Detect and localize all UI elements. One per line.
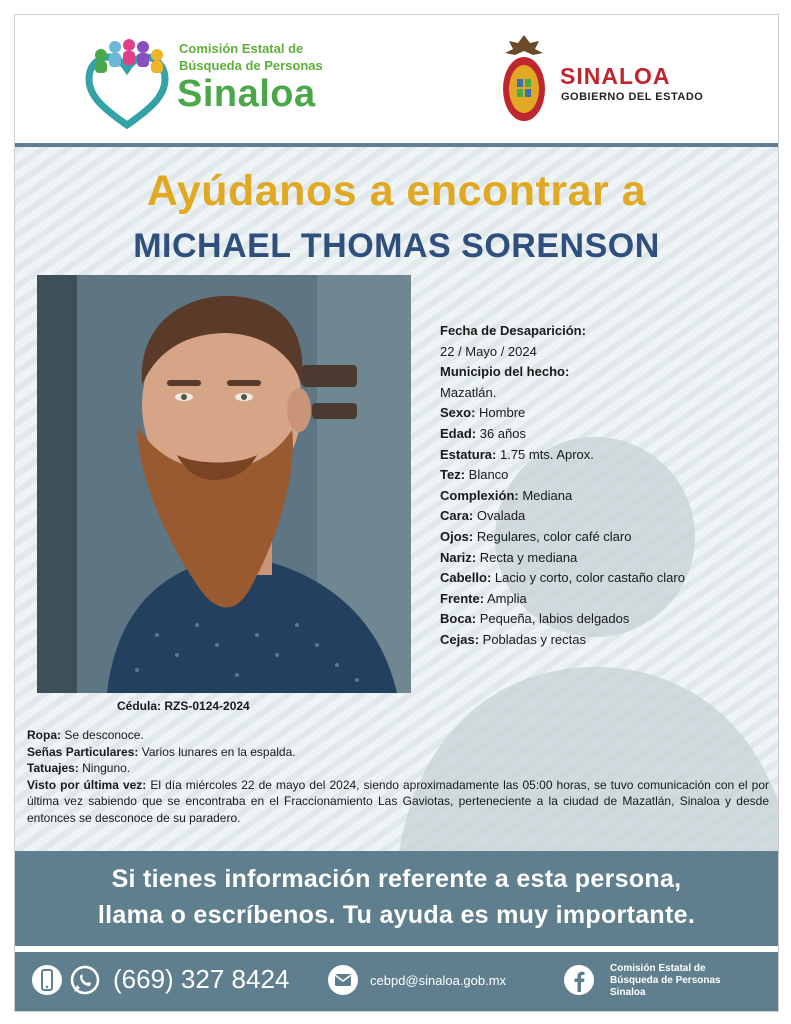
cedula-code: Cédula: RZS-0124-2024 xyxy=(117,699,250,713)
detail-row: Fecha de Desaparición: xyxy=(440,323,586,338)
detail-row: Mazatlán. xyxy=(440,384,497,400)
poster-body xyxy=(15,147,778,851)
email-address[interactable]: cebpd@sinaloa.gob.mx xyxy=(370,973,507,988)
detail-row: Sexo: Hombre xyxy=(440,405,526,421)
state-government-label: GOBIERNO DEL ESTADO xyxy=(561,91,704,103)
call-to-action-line2: llama o escríbenos. Tu ayuda es muy importante. xyxy=(97,901,696,929)
help-title: Ayúdanos a encontrar a xyxy=(146,167,647,215)
missing-person-photo xyxy=(37,275,411,693)
detail-row: Edad: 36 años xyxy=(440,425,526,441)
detail-row: Boca: Pequeña, labios delgados xyxy=(440,611,630,627)
detail-row: Cejas: Pobladas y rectas xyxy=(440,631,586,647)
last-seen-row: Visto por última vez: El día miércoles 22 de mayo del 2024, siendo aproximadamente las 05:00 horas, se tuvo comunicación con el por última vez sabiendo que se encontraba en el Fraccionamiento Las Gaviotas, perteneciente a la ciudad de Mazatlán, Sinaloa y desde entonces se desconoce de su paradero. xyxy=(27,777,769,825)
search-poster xyxy=(14,14,779,1012)
detail-row: 22 / Mayo / 2024 xyxy=(440,343,537,359)
contact-bar xyxy=(15,952,778,1011)
detail-row: Municipio del hecho: xyxy=(440,364,570,380)
detail-row: Cara: Ovalada xyxy=(440,508,526,524)
org-name-sinaloa: Sinaloa xyxy=(177,73,316,115)
email-icon xyxy=(327,964,359,996)
state-seal-icon xyxy=(499,33,549,125)
poster-header xyxy=(15,15,778,143)
tattoos-row: Tatuajes: Ninguno. xyxy=(27,761,131,775)
detail-row: Complexión: Mediana xyxy=(440,487,573,503)
org-name-line2: Búsqueda de Personas xyxy=(179,58,323,73)
whatsapp-icon xyxy=(69,964,101,996)
detail-row: Ojos: Regulares, color café claro xyxy=(440,528,632,544)
phone-number[interactable]: (669) 327 8424 xyxy=(113,964,290,994)
facebook-icon xyxy=(563,964,595,996)
state-name: SINALOA xyxy=(560,63,671,89)
call-to-action-line1: Si tienes información referente a esta persona, xyxy=(111,865,682,893)
detail-row: Tez: Blanco xyxy=(440,467,509,483)
detail-row: Estatura: 1.75 mts. Aprox. xyxy=(440,446,594,462)
clothing-row: Ropa: Se desconoce. xyxy=(27,728,144,742)
detail-row: Cabello: Lacio y corto, color castaño claro xyxy=(440,570,685,586)
commission-logo-icon xyxy=(81,37,173,129)
missing-person-name: MICHAEL THOMAS SORENSON xyxy=(133,227,660,265)
facebook-page-name[interactable]: Comisión Estatal de Búsqueda de Personas Sinaloa xyxy=(610,963,721,998)
mobile-phone-icon xyxy=(31,964,63,996)
marks-row: Señas Particulares: Varios lunares en la espalda. xyxy=(27,744,296,759)
person-details xyxy=(440,321,685,651)
call-to-action-bar xyxy=(15,851,778,946)
additional-info xyxy=(27,727,769,826)
org-name-line1: Comisión Estatal de xyxy=(179,41,304,56)
detail-row: Nariz: Recta y mediana xyxy=(440,549,578,565)
detail-row: Frente: Amplia xyxy=(440,590,527,606)
